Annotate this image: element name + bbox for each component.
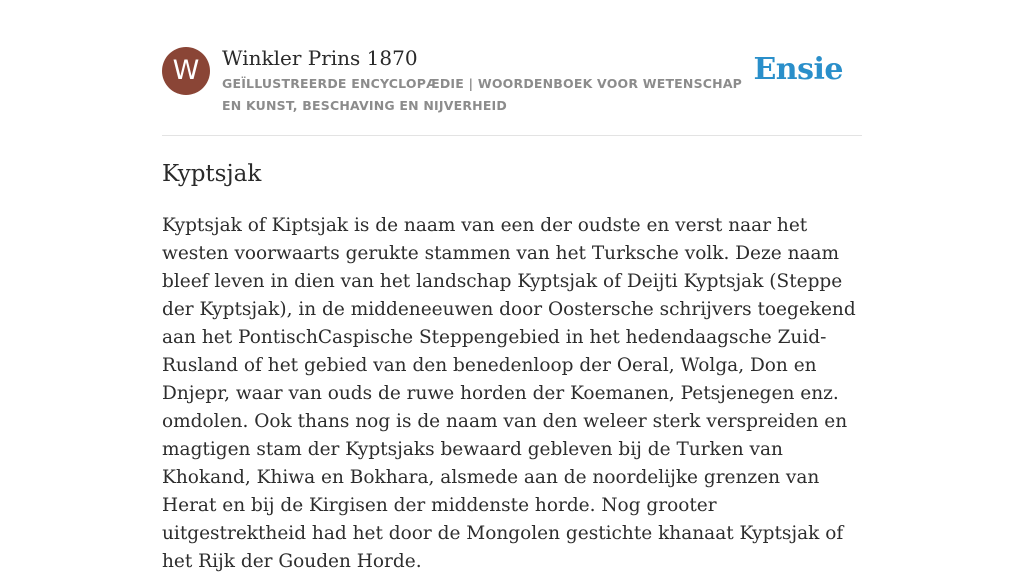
ensie-logo[interactable]: Ensie xyxy=(753,52,843,87)
article-body: Kyptsjak of Kiptsjak is de naam van een der oudste en verst naar het westen voorwaarts gerukte stammen van het Turksche volk. Deze naam bleef leven in dien van het landschap Kyptsjak of Deijti Kyptsjak (Steppe der Kyptsjak), in de middeneeuwen door Oostersche schrijvers toegekend aan het PontischCaspische Steppengebied in het hedendaagsche Zuid-Rusland of het gebied van den benedenloop der Oeral, Wolga, Don en Dnjepr, waar van ouds de ruwe horden der Koemanen, Petsjenegen enz. omdolen. Ook thans nog is de naam van den weleer sterk verspreiden en magtigen stam der Kyptsjaks bewaard gebleven bij de Turken van Khokand, Khiwa en Bokhara, alsmede aan de noordelijke grenzen van Herat en bij de Kirgisen der middenste horde. Nog grooter uitgestrektheid had het door de Mongolen gestichte khanaat Kyptsjak of het Rijk der Gouden Horde. xyxy=(162,215,856,572)
source-title-link[interactable]: Winkler Prins 1870 xyxy=(222,46,418,70)
page-content xyxy=(162,0,862,572)
source-avatar[interactable]: W xyxy=(162,47,210,95)
source-subtitle: GEÏLLUSTREERDE ENCYCLOPÆDIE | WOORDENBOEK VOOR WETENSCHAP EN KUNST, BESCHAVING EN NIJVERHEID xyxy=(222,76,743,113)
article-title: Kyptsjak xyxy=(162,161,262,187)
source-header xyxy=(162,0,862,136)
